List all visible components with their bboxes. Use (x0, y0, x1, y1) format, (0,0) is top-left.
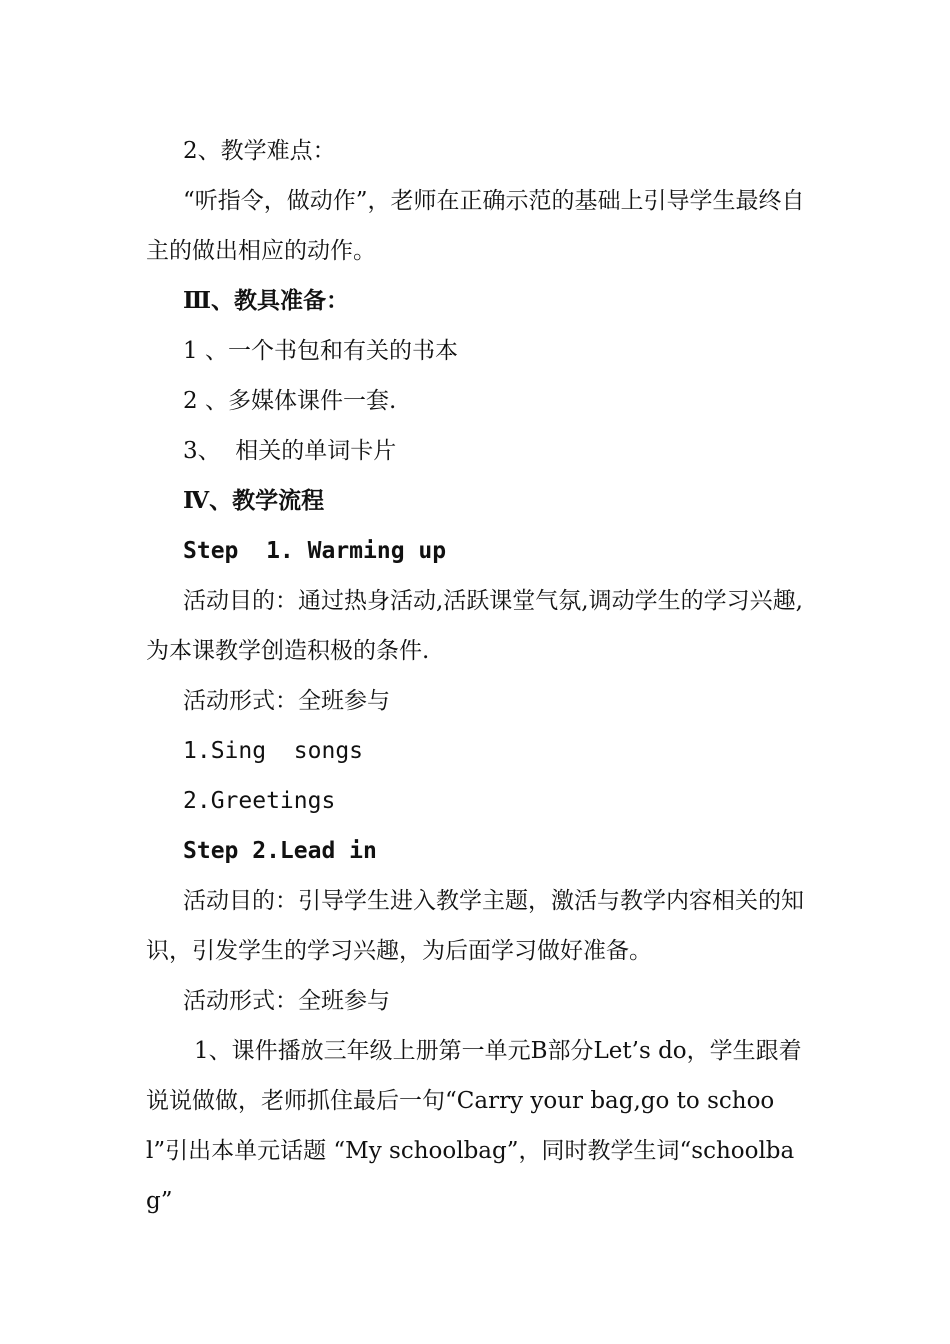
list-item-sing-songs: 1.Sing songs (183, 738, 364, 764)
section-heading-teaching-process: Ⅳ、教学流程 (183, 487, 325, 514)
step-heading-lead-in: Step 2.Lead in (183, 838, 377, 864)
list-item-greetings: 2.Greetings (183, 788, 336, 814)
document-body (146, 126, 810, 1226)
paragraph-activity-form-2: 活动形式：全班参与 (183, 988, 390, 1014)
paragraph-activity-form-1: 活动形式：全班参与 (183, 688, 390, 714)
paragraph-teaching-difficulty-text: “听指令，做动作”，老师在正确示范的基础上引导学生最终自主的做出相应的动作。 (146, 188, 805, 264)
paragraph-activity-purpose-1: 活动目的：通过热身活动,活跃课堂气氛,调动学生的学习兴趣,为本课教学创造积极的条件. (146, 588, 803, 664)
step-heading-warming-up: Step 1. Warming up (183, 538, 447, 564)
paragraph-teaching-difficulty-heading: 2、教学难点： (183, 138, 336, 164)
list-item-word-cards: 3、 相关的单词卡片 (183, 438, 397, 464)
section-heading-teaching-aids: Ⅲ、教具准备： (183, 287, 350, 314)
paragraph-courseware-lets-do: 1、课件播放三年级上册第一单元B部分Let’s do，学生跟着说说做做，老师抓住最后一句“Carry your bag,go to school”引出本单元话题 “My schoolbag”，同时教学生词“schoolbag” (146, 1038, 802, 1214)
paragraph-activity-purpose-2: 活动目的：引导学生进入教学主题，激活与教学内容相关的知识，引发学生的学习兴趣，为后面学习做好准备。 (146, 888, 804, 964)
list-item-schoolbag-books: 1 、一个书包和有关的书本 (183, 338, 458, 364)
list-item-multimedia: 2 、多媒体课件一套. (183, 388, 397, 414)
